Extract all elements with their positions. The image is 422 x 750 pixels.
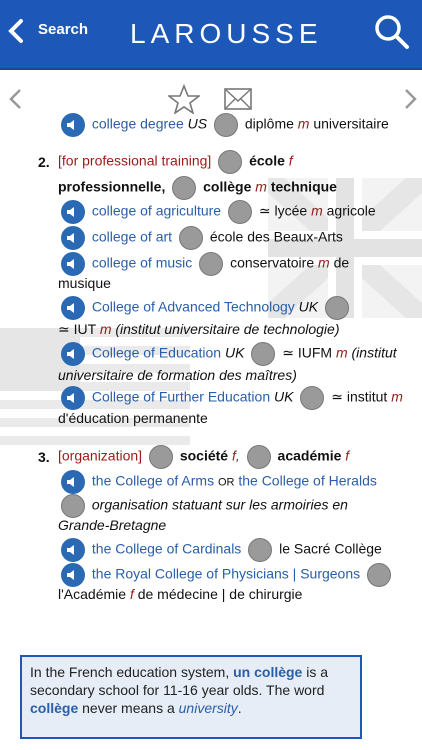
translation-audio-icon[interactable] — [199, 252, 223, 276]
gender-label: m — [318, 254, 330, 271]
example-row — [58, 296, 352, 320]
example-term: College of Education — [91, 344, 222, 361]
translation-text: le Sacré Collège — [279, 540, 382, 557]
gender-label: m — [335, 344, 348, 361]
gender-label: f — [129, 586, 134, 602]
entry-line-cut — [58, 113, 389, 137]
translation-text: de médecine | de chirurgie — [137, 586, 303, 602]
translation-text: ≃ lycée — [258, 202, 308, 219]
translation-text: universitaire — [313, 115, 389, 132]
pronounce-audio-icon[interactable] — [61, 113, 85, 137]
translation-audio-icon[interactable] — [179, 226, 203, 250]
example-row-cont: Grande-Bretagne — [58, 517, 167, 533]
translation-text: agricole — [326, 202, 376, 219]
example-row — [58, 470, 377, 494]
translation-audio-icon[interactable] — [251, 342, 275, 366]
translation-audio-icon[interactable] — [367, 563, 391, 587]
example-row — [58, 200, 376, 224]
translation-text: ≃ IUFM — [282, 344, 333, 361]
example-term: the College of Arms — [91, 472, 215, 489]
translation-audio-icon[interactable] — [172, 176, 196, 200]
pronounce-audio-icon[interactable] — [61, 200, 85, 224]
translation-text: société — [179, 447, 229, 464]
sense-context: [for professional training] — [58, 152, 212, 169]
gender-label: m — [311, 202, 323, 219]
translation-text: diplôme — [244, 115, 294, 132]
translation-text: école — [249, 152, 285, 169]
example-row — [58, 342, 397, 366]
translation-text: professionnelle, — [58, 178, 166, 195]
note-text: is a secondary school for 11-16 year olds. The word — [30, 664, 329, 698]
example-term: college of music — [91, 254, 193, 271]
sense-context: [organization] — [58, 447, 143, 464]
gender-label: m — [297, 115, 310, 132]
entry-toolbar — [0, 70, 422, 114]
gender-label: m — [391, 388, 403, 405]
pronounce-audio-icon[interactable] — [61, 342, 85, 366]
translation-text: ≃ IUT — [58, 321, 96, 337]
sense-number: 3. — [38, 449, 50, 465]
example-row-cont — [58, 585, 302, 603]
example-term: College of Advanced Technology — [91, 298, 295, 315]
translation-audio-icon[interactable] — [61, 494, 85, 518]
sense-3-heading — [58, 445, 349, 469]
sense-2-heading — [58, 150, 293, 174]
next-entry-chevron-icon[interactable] — [402, 88, 418, 115]
translation-text: collège — [203, 178, 252, 195]
example-term: college of agriculture — [91, 202, 222, 219]
gender-label: f — [288, 152, 293, 169]
note-highlight: un collège — [233, 664, 303, 680]
example-row-cont: universitaire de formation des maîtres) — [58, 367, 297, 383]
region-label: UK — [274, 388, 294, 405]
pronounce-audio-icon[interactable] — [61, 538, 85, 562]
pronounce-audio-icon[interactable] — [61, 296, 85, 320]
back-chevron-icon[interactable] — [4, 16, 28, 46]
translation-text: ≃ institut — [331, 388, 388, 405]
search-icon[interactable] — [372, 12, 412, 52]
translation-text: école des Beaux-Arts — [209, 228, 343, 245]
pronounce-audio-icon[interactable] — [61, 386, 85, 410]
translation-audio-icon[interactable] — [228, 200, 252, 224]
gender-label: m — [255, 178, 267, 195]
explanation-text: (institut — [351, 344, 397, 361]
app-logo: LAROUSSE — [130, 18, 323, 49]
back-button[interactable]: Search — [38, 21, 89, 38]
pronounce-audio-icon[interactable] — [61, 252, 85, 276]
example-term: the Royal College of Physicians | Surgeons — [91, 565, 361, 582]
sense-number: 2. — [38, 154, 50, 170]
explanation-text: (institut universitaire de technologie) — [115, 321, 340, 337]
explanation-text: organisation statuant sur les armoiries en — [91, 496, 348, 513]
example-term: College of Further Education — [91, 388, 271, 405]
translation-text: technique — [270, 178, 337, 195]
note-text: In the French education system, — [30, 664, 230, 680]
example-row — [58, 538, 382, 562]
email-envelope-icon[interactable] — [224, 88, 252, 115]
example-term: the College of Cardinals — [91, 540, 242, 557]
example-term: the College of Heralds — [238, 472, 377, 489]
example-row — [58, 386, 403, 410]
example-row-cont: d'éducation permanente — [58, 410, 208, 426]
top-bar — [0, 0, 422, 70]
note-text: . — [237, 700, 242, 716]
region-label: UK — [224, 344, 245, 361]
previous-entry-chevron-icon[interactable] — [8, 88, 24, 115]
pronounce-audio-icon[interactable] — [61, 226, 85, 250]
translation-audio-icon[interactable] — [325, 296, 349, 320]
note-italic-word: university — [178, 700, 238, 716]
region-label: US — [187, 115, 208, 132]
translation-text: l'Académie — [58, 586, 127, 602]
note-highlight: collège — [30, 700, 79, 716]
example-row — [58, 252, 349, 276]
example-row — [58, 226, 343, 250]
translation-audio-icon[interactable] — [248, 538, 272, 562]
example-row-cont: musique — [58, 275, 111, 291]
gender-label: f, — [231, 447, 240, 464]
translation-audio-icon[interactable] — [247, 445, 271, 469]
or-label: OR — [217, 476, 235, 489]
region-label: UK — [298, 298, 319, 315]
example-term: college degree — [91, 115, 184, 132]
pronounce-audio-icon[interactable] — [61, 563, 85, 587]
translation-text: de — [333, 254, 350, 271]
example-term: college of art — [91, 228, 173, 245]
sense-2-heading-cont — [58, 176, 337, 200]
example-row-cont — [58, 320, 340, 338]
translation-text: académie — [277, 447, 342, 464]
gender-label: m — [99, 321, 112, 337]
usage-note-box — [20, 655, 362, 739]
gender-label: f — [345, 447, 350, 464]
translation-audio-icon[interactable] — [149, 445, 173, 469]
example-row — [58, 563, 394, 587]
example-row-cont — [58, 494, 348, 518]
translation-audio-icon[interactable] — [300, 386, 324, 410]
pronounce-audio-icon[interactable] — [61, 470, 85, 494]
translation-audio-icon[interactable] — [214, 113, 238, 137]
translation-audio-icon[interactable] — [218, 150, 242, 174]
translation-text: conservatoire — [230, 254, 315, 271]
note-text: never means a — [82, 700, 175, 716]
